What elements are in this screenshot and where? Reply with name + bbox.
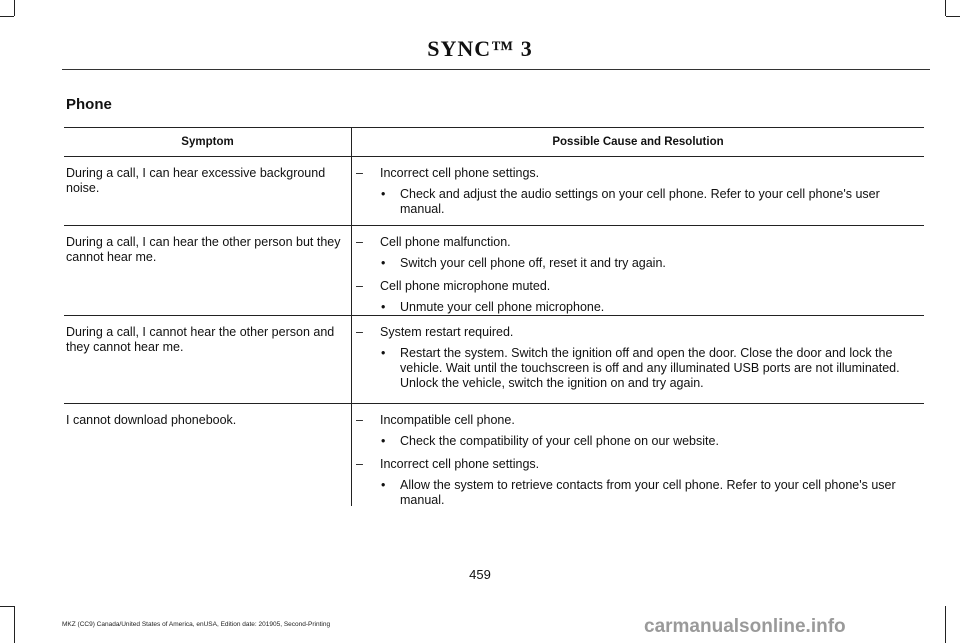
- cause-item: [356, 279, 922, 294]
- table-row: [64, 157, 924, 226]
- cause-cell: [351, 316, 924, 403]
- table-row: [64, 226, 924, 316]
- crop-mark: [945, 606, 946, 643]
- resolution-item: [356, 346, 922, 391]
- bullet-marker: •: [381, 256, 386, 270]
- cause-text: Cell phone malfunction.: [380, 235, 511, 249]
- crop-mark: [14, 0, 15, 16]
- cause-cell: [351, 404, 924, 506]
- crop-mark: [0, 16, 14, 17]
- watermark: carmanualsonline.info: [644, 616, 846, 637]
- column-header-symptom: Symptom: [181, 136, 234, 148]
- dash-marker: –: [356, 413, 363, 427]
- section-heading: Phone: [66, 96, 112, 113]
- symptom-cell: During a call, I can hear excessive background noise.: [66, 166, 326, 195]
- dash-marker: –: [356, 166, 363, 180]
- troubleshooting-table: [64, 127, 924, 506]
- cause-item: [356, 166, 922, 181]
- dash-marker: –: [356, 457, 363, 471]
- table-row: [64, 404, 924, 506]
- page-header-title: SYNC™ 3: [427, 36, 533, 61]
- resolution-item: [356, 256, 922, 271]
- cause-item: [356, 325, 922, 340]
- resolution-text: Check and adjust the audio settings on your cell phone. Refer to your cell phone's user manual.: [400, 187, 880, 216]
- header-rule: [62, 69, 930, 70]
- edition-footer: MKZ (CC9) Canada/United States of America, enUSA, Edition date: 201905, Second-Printing: [62, 621, 331, 628]
- resolution-item: [356, 187, 922, 217]
- bullet-marker: •: [381, 187, 386, 201]
- dash-marker: –: [356, 279, 363, 293]
- table-header: [64, 127, 924, 157]
- dash-marker: –: [356, 235, 363, 249]
- resolution-text: Switch your cell phone off, reset it and try again.: [400, 256, 666, 270]
- table-row: [64, 316, 924, 404]
- crop-mark: [14, 606, 15, 643]
- symptom-cell: During a call, I cannot hear the other person and they cannot hear me.: [66, 325, 335, 354]
- resolution-item: [356, 300, 922, 315]
- cause-text: Incompatible cell phone.: [380, 413, 515, 427]
- symptom-cell: During a call, I can hear the other person but they cannot hear me.: [66, 235, 341, 264]
- cause-item: [356, 413, 922, 428]
- resolution-item: [356, 478, 922, 508]
- crop-mark: [946, 16, 960, 17]
- cause-item: [356, 235, 922, 250]
- cause-cell: [351, 226, 924, 315]
- cause-text: Incorrect cell phone settings.: [380, 166, 540, 180]
- resolution-text: Allow the system to retrieve contacts from your cell phone. Refer to your cell phone's user manual.: [400, 478, 896, 507]
- dash-marker: –: [356, 325, 363, 339]
- bullet-marker: •: [381, 300, 386, 314]
- crop-mark: [945, 0, 946, 16]
- resolution-text: Restart the system. Switch the ignition off and open the door. Close the door and lock the vehicle. Wait until the touchscreen is off and any illuminated USB ports are not illuminated. Unlock the vehicle, switch the ignition on and try again.: [400, 346, 900, 390]
- symptom-cell: I cannot download phonebook.: [66, 413, 237, 427]
- bullet-marker: •: [381, 434, 386, 448]
- cause-item: [356, 457, 922, 472]
- resolution-item: [356, 434, 922, 449]
- column-header-cause: Possible Cause and Resolution: [351, 128, 924, 156]
- crop-mark: [0, 606, 14, 607]
- bullet-marker: •: [381, 478, 386, 492]
- cause-text: Cell phone microphone muted.: [380, 279, 551, 293]
- cause-text: System restart required.: [380, 325, 514, 339]
- resolution-text: Check the compatibility of your cell phone on our website.: [400, 434, 719, 448]
- resolution-text: Unmute your cell phone microphone.: [400, 300, 605, 314]
- cause-cell: [351, 157, 924, 225]
- bullet-marker: •: [381, 346, 386, 360]
- page-number: 459: [469, 567, 491, 582]
- cause-text: Incorrect cell phone settings.: [380, 457, 540, 471]
